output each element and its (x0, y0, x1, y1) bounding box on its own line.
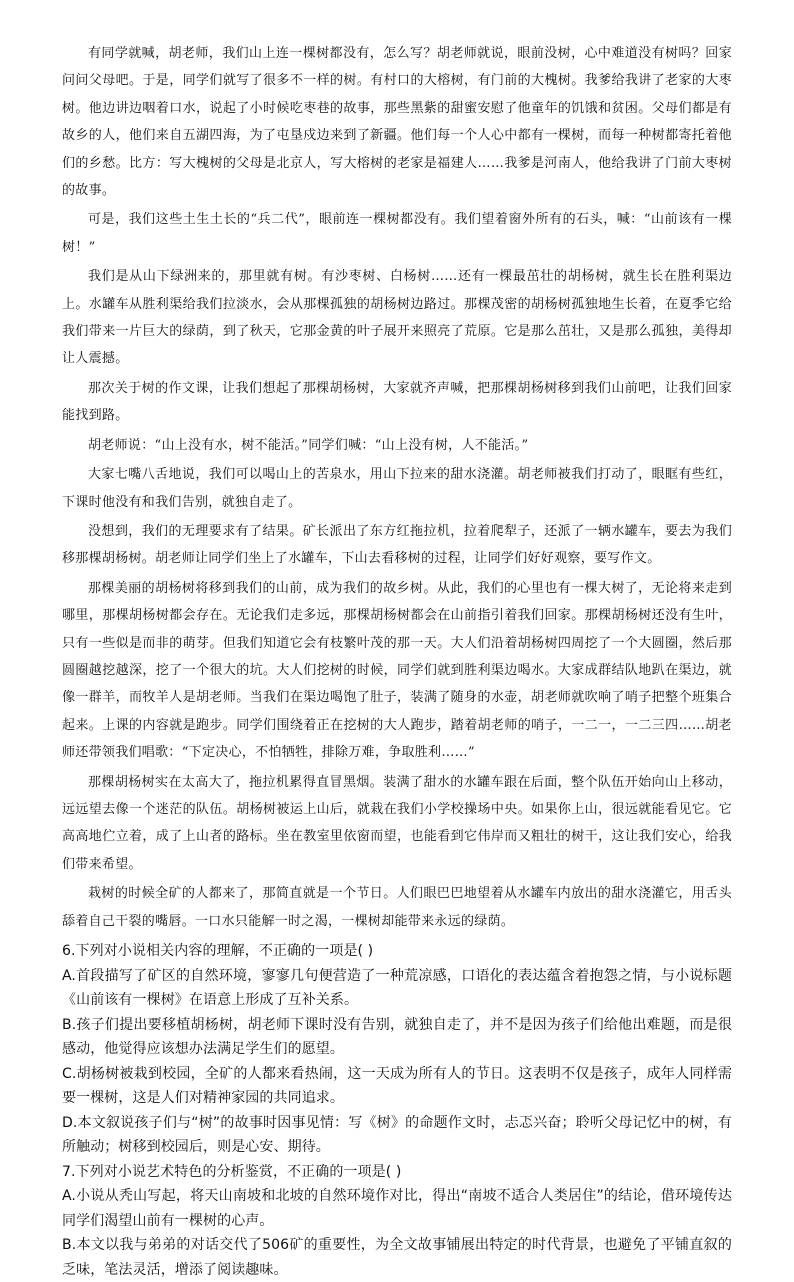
question-6-option-b: B.孩子们提出要移植胡杨树，胡老师下课时没有告别，就独自走了，并不是因为孩子们给他出难题，而是很感动，他觉得应该想办法满足学生们的愿望。 (62, 1016, 732, 1057)
story-paragraph: 有同学就喊，胡老师，我们山上连一棵树都没有，怎么写？胡老师就说，眼前没树，心中难道没有树吗？回家问问父母吧。于是，同学们就写了很多不一样的树。有村口的大榕树，有门前的大槐树。我爹给我讲了老家的大枣树。他边讲边咽着口水，说起了小时候吃枣巷的故事，那些黑紫的甜蜜安慰了他童年的饥饿和贫困。父母们都是有故乡的人，他们来自五湖四海，为了屯垦戍边来到了新疆。他们每一个人心中都有一棵树，而每一种树都寄托着他们的乡愁。比方：写大槐树的父母是北京人，写大榕树的老家是福建人……我爹是河南人，他给我讲了门前大枣树的故事。 (62, 46, 732, 199)
question-7-option-b: B.本文以我与弟弟的对话交代了506矿的重要性，为全文故事铺展出特定的时代背景，也避免了平铺直叙的乏味，笔法灵活，增添了阅读趣味。 (62, 1237, 732, 1278)
question-section (62, 939, 732, 1282)
story-paragraph: 可是，我们这些土生土长的“兵二代”，眼前连一棵树都没有。我们望着窗外所有的石头，喊：“山前该有一棵树！” (62, 212, 732, 255)
question-6-stem: 6.下列对小说相关内容的理解，不正确的一项是( ) (62, 943, 374, 959)
story-body (62, 40, 732, 935)
story-paragraph: 没想到，我们的无理要求有了结果。矿长派出了东方红拖拉机，拉着爬犁子，还派了一辆水罐车，要去为我们移那棵胡杨树。胡老师让同学们坐上了水罐车，下山去看移树的过程，让同学们好好观察，要写作文。 (62, 523, 732, 567)
story-paragraph: 大家七嘴八舌地说，我们可以喝山上的苦泉水，用山下拉来的甜水浇灌。胡老师被我们打动了，眼眶有些红，下课时他没有和我们告别，就独自走了。 (62, 467, 732, 510)
question-6-option-c: C.胡杨树被栽到校园，全矿的人都来看热闹，这一天成为所有人的节日。这表明不仅是孩子，成年人同样需要一棵树，这是人们对精神家园的共同追求。 (62, 1065, 732, 1106)
question-7-stem: 7.下列对小说艺术特色的分析鉴赏，不正确的一项是( ) (62, 1163, 402, 1180)
story-paragraph: 那棵胡杨树实在太高大了，拖拉机累得直冒黑烟。装满了甜水的水罐车跟在后面，整个队伍开始向山上移动，远远望去像一个迷茫的队伍。胡杨树被运上山后，就栽在我们小学校操场中央。如果你上山，很远就能看见它。它高高地伫立着，成了上山者的路标。坐在教室里依窗而望，也能看到它伟岸而又粗壮的树干，这让我们安心，给我们带来希望。 (62, 774, 732, 872)
story-paragraph: 那次关于树的作文课，让我们想起了那棵胡杨树，大家就齐声喊，把那棵胡杨树移到我们山前吧，让我们回家能找到路。 (62, 380, 732, 424)
story-paragraph: 那棵美丽的胡杨树将移到我们的山前，成为我们的故乡树。从此，我们的心里也有一棵大树了，无论将来走到哪里，那棵胡杨树都会存在。无论我们走多远，那棵胡杨树都会在山前指引着我们回家。那棵胡杨树还没有生叶，只有一些似是而非的萌芽。但我们知道它会有枝繁叶茂的那一天。大人们沿着胡杨树四周挖了一个大圆圈，然后那圆圈越挖越深，挖了一个很大的坑。大人们挖树的时候，同学们就到胜利渠边喝水。大家成群结队地趴在渠边，就像一群羊，而牧羊人是胡老师。当我们在渠边喝饱了肚子，装满了随身的水壶，胡老师就吹响了哨子把整个班集合起来。上课的内容就是跑步。同学们围绕着正在挖树的大人跑步，踏着胡老师的哨子，一二一，一二三四……胡老师还带领我们唱歌：“下定决心，不怕牺牲，排除万难，争取胜利……” (62, 580, 732, 761)
question-6-option-a: A.首段描写了矿区的自然环境，寥寥几句便营造了一种荒凉感，口语化的表达蕴含着抱怨之情，与小说标题《山前该有一棵树》在语意上形成了互补关系。 (62, 967, 732, 1008)
question-7-option-a: A.小说从秃山写起，将天山南坡和北坡的自然环境作对比，得出“南坡不适合人类居住”的结论，借环境传达同学们渴望山前有一棵树的心声。 (62, 1188, 732, 1229)
question-6-option-d: D.本文叙说孩子们与“树”的故事时因事见情：写《树》的命题作文时，忐忑兴奋；聆听父母记忆中的树，有所触动；树移到校园后，则是心安、期待。 (62, 1114, 732, 1155)
story-paragraph: 栽树的时候全矿的人都来了，那简直就是一个节日。人们眼巴巴地望着从水罐车内放出的甜水浇灌它，用舌头舔着自己干裂的嘴唇。一口水只能解一时之渴，一棵树却能带来永远的绿荫。 (62, 886, 732, 929)
story-paragraph: 胡老师说：“山上没有水，树不能活。”同学们喊：“山上没有树，人不能活。” (88, 437, 529, 453)
story-paragraph: 我们是从山下绿洲来的，那里就有树。有沙枣树、白杨树……还有一棵最茁壮的胡杨树，就生长在胜利渠边上。水罐车从胜利渠给我们拉淡水，会从那棵孤独的胡杨树边路过。那棵茂密的胡杨树孤独地生长着，在夏季它给我们带来一片巨大的绿荫，到了秋天，它那金黄的叶子展开来照亮了荒原。它是那么茁壮，又是那么孤独，美得却让人震撼。 (62, 269, 732, 367)
